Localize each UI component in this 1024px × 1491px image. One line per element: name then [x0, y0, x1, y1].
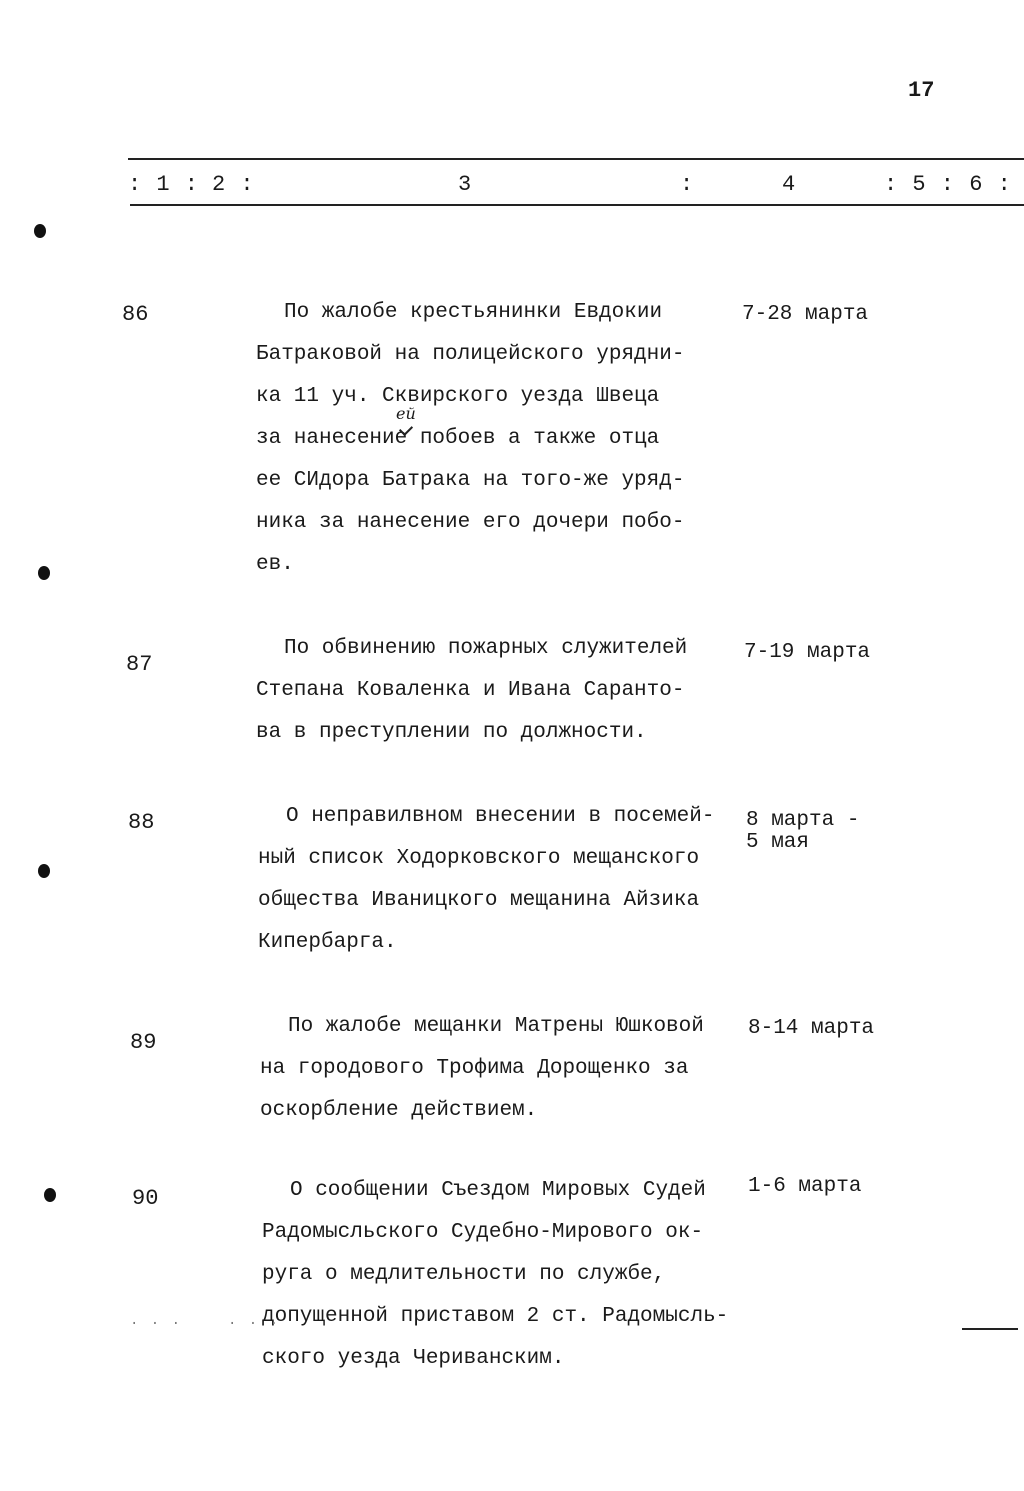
entry-line: ка 11 уч. Сквирского уезда Швеца — [256, 385, 660, 408]
entry-date — [742, 304, 868, 326]
entry-date-line: 7-19 марта — [744, 641, 871, 664]
entry-line: Батраковой на полицейского урядни- — [256, 343, 685, 366]
entry-line: По жалобе мещанки Матрены Юшковой — [288, 1015, 704, 1038]
entry-line: руга о медлительности по службе, — [262, 1263, 666, 1286]
entry-line: оскорбление действием. — [260, 1099, 538, 1122]
header-col-1: : 1 : — [128, 172, 200, 197]
entry-date-line: 7-28 марта — [742, 303, 869, 326]
entry-line: ника за нанесение его дочери побо- — [256, 511, 685, 534]
entry-line: ее СИдора Батрака на того-же уряд- — [256, 469, 685, 492]
entry-number: 89 — [130, 1030, 157, 1055]
entry-line: ского уезда Чериванским. — [262, 1347, 565, 1370]
entry-line: О неправилвном внесении в посемей- — [286, 805, 715, 828]
entry-line: Кипербарга. — [258, 931, 397, 954]
entry-date-line: 8-14 марта — [748, 1017, 875, 1040]
entry-line: По обвинению пожарных служителей — [284, 637, 688, 660]
binder-hole-icon — [38, 864, 50, 878]
entry-line: О сообщении Съездом Мировых Судей — [290, 1179, 706, 1202]
entry-text — [256, 292, 736, 586]
entry-text — [258, 796, 738, 964]
header-bottom-rule — [130, 204, 1024, 206]
page-number: 17 — [908, 78, 935, 103]
entry-line: ва в преступлении по должности. — [256, 721, 647, 744]
entry-date-line: 1-6 марта — [748, 1175, 862, 1198]
entry-number: 90 — [132, 1186, 159, 1211]
header-col-3-separator: : — [680, 172, 695, 197]
entry-text — [262, 1170, 742, 1380]
entry-line: ев. — [256, 553, 294, 576]
entry-line: общества Иваницкого мещанина Айзика — [258, 889, 700, 912]
entry-line: допущенной приставом 2 ст. Радомысль- — [262, 1305, 729, 1328]
entry-date-line: 5 мая — [746, 831, 810, 854]
entry-line: на городового Трофима Дорощенко за — [260, 1057, 689, 1080]
header-col-5-6: : 5 : 6 : — [884, 172, 1012, 197]
entry-line: По жалобе крестьянинки Евдокии — [284, 301, 663, 324]
header-col-4: 4 — [782, 172, 797, 197]
margin-dots: · · · — [130, 1316, 183, 1332]
margin-dots: · · · — [228, 1316, 281, 1332]
binder-hole-icon — [38, 566, 50, 580]
entry-text — [256, 628, 736, 754]
handwritten-insertion: ей — [396, 404, 416, 423]
margin-pen-mark — [962, 1328, 1018, 1330]
entry-date — [746, 810, 859, 854]
header-top-rule — [128, 158, 1024, 160]
entry-date — [748, 1176, 861, 1198]
header-col-3: 3 — [458, 172, 473, 197]
entry-line: ный список Ходорковского мещанского — [258, 847, 700, 870]
header-col-2: 2 : — [212, 172, 255, 197]
entry-number: 86 — [122, 302, 149, 327]
binder-hole-icon — [34, 224, 46, 238]
entry-line: Радомысльского Судебно-Мирового ок- — [262, 1221, 704, 1244]
entry-number: 88 — [128, 810, 155, 835]
entry-date — [744, 642, 870, 664]
entry-line: за нанесение побоев а также отца — [256, 427, 660, 450]
entry-date-line: 8 марта - — [746, 809, 860, 832]
entry-date — [748, 1018, 874, 1040]
binder-hole-icon — [44, 1188, 56, 1202]
entry-number: 87 — [126, 652, 153, 677]
entry-text — [260, 1006, 740, 1132]
entry-line: Степана Коваленка и Ивана Саранто- — [256, 679, 685, 702]
